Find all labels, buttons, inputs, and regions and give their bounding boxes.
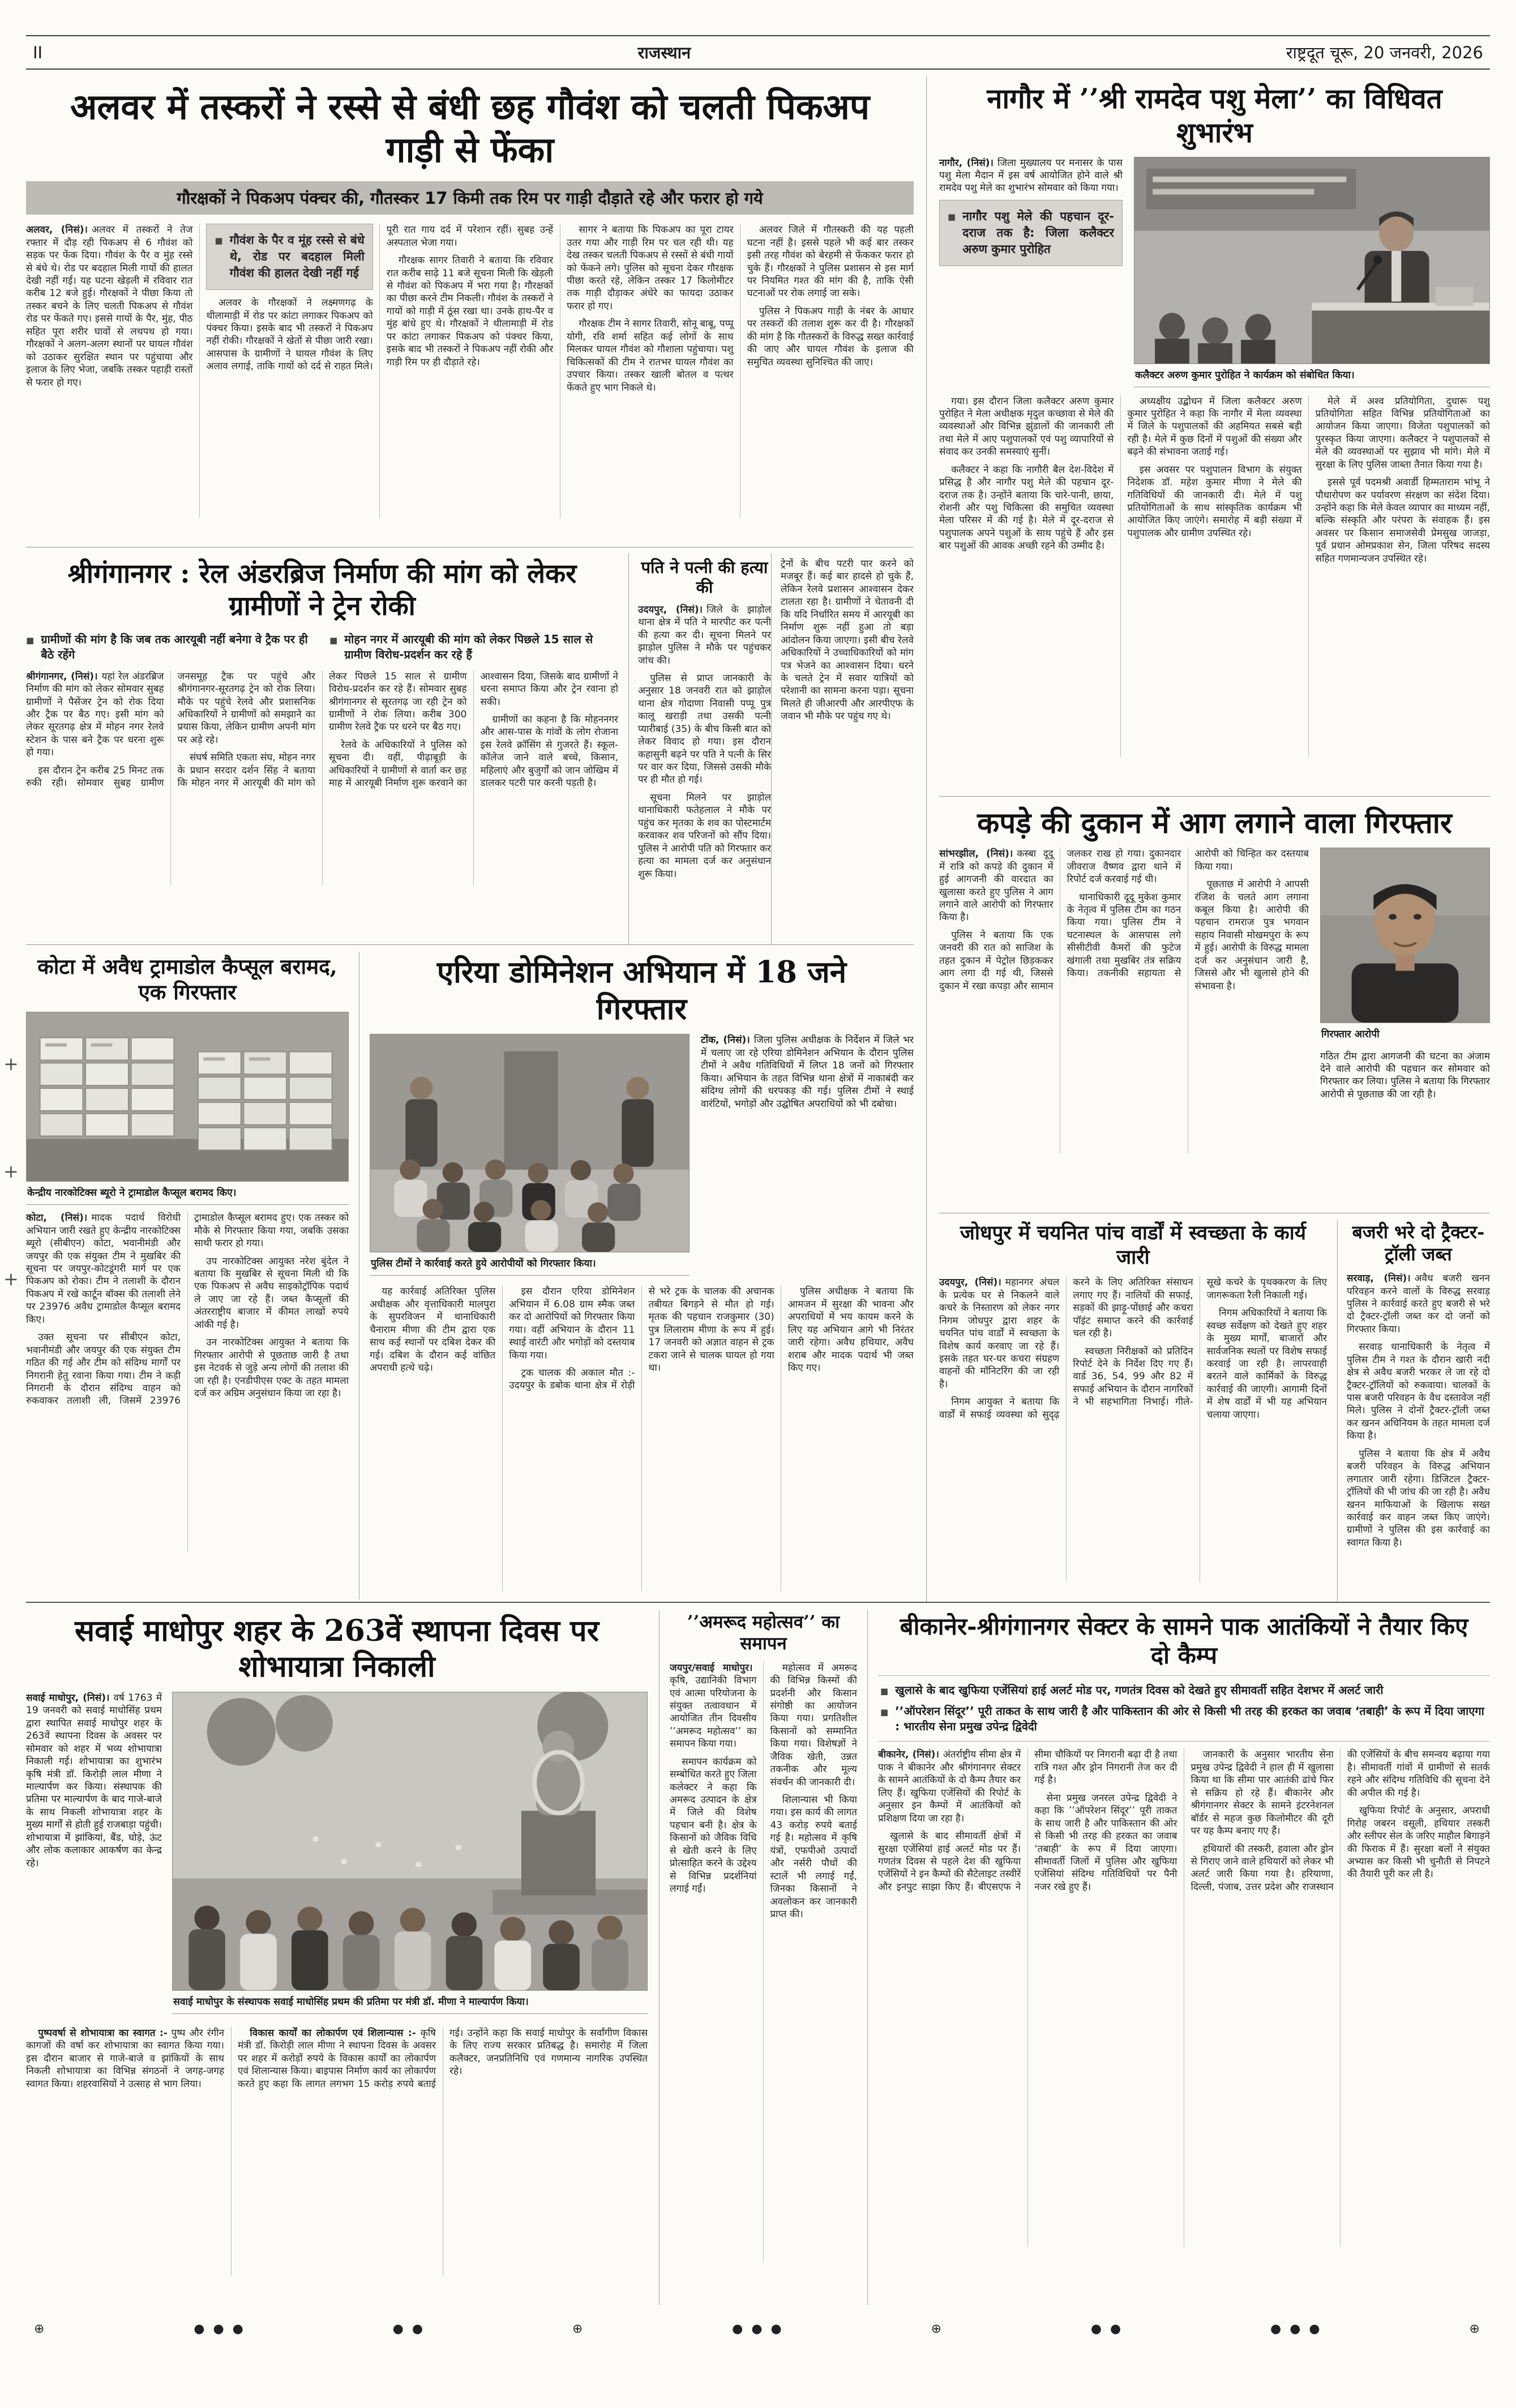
lead-text: अवैध बजरी खनन परिवहन करने वालों के विरुद्ध सरवाड़ पुलिस ने कार्रवाई करते हुए बजरी से भरे दो ट्रैक्टर-ट्रॉली जब्त कर दो जनों को गिरफ्तार किया। <box>1347 1273 1490 1335</box>
body-paragraph: पुलिस ने पिकअप गाड़ी के नंबर के आधार पर तस्करों की तलाश शुरू कर दी है। गौरक्षकों की मांग है कि गौतस्करों के विरुद्ध सख्त कार्रवाई की जाए और घायल गौवंश के इलाज की समुचित व्यवस्था सुनिश्चित की जाए। <box>747 305 914 368</box>
bullet-item <box>26 632 315 662</box>
bullet-points <box>26 632 618 662</box>
lead-text: जिला पुलिस अधीक्षक के निर्देशन में जिले भर में चलाए जा रहे एरिया डोमिनेशन अभियान के दौरान पुलिस टीमों ने अवैध गतिविधियों में लिप्त 18 जनों को गिरफ्तार किया। अभियान के तहत विभिन्न थाना क्षेत्रों में नाकाबंदी कर संदिग्ध लोगों की धरपकड़ की गई। पुलिस टीमों ने स्थाई वारंटियों, भगोड़ों और उद्घोषित अपराधियों को भी दबोचा। <box>701 1034 914 1110</box>
lower-band <box>26 945 914 1599</box>
article-headline: कपड़े की दुकान में आग लगाने वाला गिरफ्तार <box>977 806 1452 840</box>
body-paragraph: पुलिस अधीक्षक ने बताया कि आमजन में सुरक्षा की भावना और अपराधियों में भय कायम करने के लिए यह अभियान आगे भी निरंतर जारी रहेगा। अवैध हथियार, अवैध शराब और मादक पदार्थ भी जब्त किए गए। <box>787 1286 914 1374</box>
bottom-band <box>26 1602 1490 2305</box>
body-paragraph <box>238 2027 648 2090</box>
procession-photo-illustration <box>173 1692 647 1990</box>
lead-paragraph <box>939 848 1054 924</box>
body-paragraph: गौरक्षक सागर तिवारी ने बताया कि रविवार रात करीब साढ़े 11 बजे सूचना मिली कि खेड़ली से गौवंश को पिकअप में भरा गया है। गौरक्षकों का पीछा करने टीम निकली। गौवंश के तस्करों ने गायों को गाड़ी में ठूंस रखा था। उनके हाथ-पैर व मुंह बांधे हुए थे। गौरक्षकों ने थीलामाड़ी में रोड पर कांटा लगाकर पिकअप को पंक्चर किया, इसके बाद भी तस्करों ने पिकअप नहीं रोकी और गाड़ी रिम पर ही दौड़ाते रहे। <box>386 255 554 368</box>
portrait-photo-illustration <box>1321 848 1489 1023</box>
photo-caption: सवाई माधोपुर के संस्थापक सवाई माधोसिंह प्रथम की प्रतिमा पर मंत्री डॉ. मीणा ने माल्यार्पण किया। <box>172 1991 648 2014</box>
kapde-side-text: गठित टीम द्वारा आगजनी की घटना का अंजाम देने वाले आरोपी की पहचान कर सोमवार को गिरफ्तार कर लिया। पुलिस ने बताया कि गिरफ्तार आरोपी से पूछताछ की जा रही है। <box>1320 1051 1490 1100</box>
main-grid <box>26 76 1490 1602</box>
body-paragraph: निगम अधिकारियों ने बताया कि स्वच्छ सर्वेक्षण को देखते हुए शहर के मुख्य मार्गों, बाजारों और सार्वजनिक स्थलों पर विशेष सफाई करवाई जा रही है। लापरवाही बरतने वाले कार्मिकों के विरुद्ध कार्रवाई की जाएगी। आगामी दिनों में शेष वार्डों में भी यह अभियान चलाया जाएगा। <box>1206 1307 1327 1421</box>
article-amrud-mahotsav <box>659 1610 867 2305</box>
inline-subhead: पुष्पवर्षा से शोभायात्रा का स्वागत :- <box>38 2027 168 2039</box>
article-headline: अलवर में तस्करों ने रस्से से बंधी छह गौवंश को चलती पिकअप गाड़ी से फेंका <box>70 86 870 170</box>
inline-subhead: विकास कार्यों का लोकार्पण एवं शिलान्यास :- <box>250 2027 416 2039</box>
body-paragraph: अलवर के गौरक्षकों ने लक्ष्मणगढ़ के थीलामाड़ी में रोड पर कांटा लगाकर पिकअप को पंक्चर किया। इसके बाद भी तस्करों ने पिकअप नहीं रोकी। गौरक्षकों ने खेतों से पीछा जारी रखा। आसपास के ग्रामीणों ने घायल गौवंश के लिए अलाव लगाई, ताकि गायों को दर्द से राहत मिले। पूरी रात गाय दर्द में परेशान रहीं। सुबह उन्हें अस्पताल भेजा गया। <box>206 224 554 373</box>
dateline: बीकानेर, (निसं)। <box>878 1749 939 1761</box>
body-paragraph: ट्रक चालक की अकाल मौत :- उदयपुर के डबोक थाना क्षेत्र में रोड़ी से भरे ट्रक के चालक की अचानक तबीयत बिगड़ने से मौत हो गई। मृतक की पहचान राजकुमार (30) पुत्र लिलाराम मीणा के रूप में हुई। 17 जनवरी को अज्ञात वाहन से ट्रक टकरा जाने से चालक घायल हो गया था। <box>509 1286 774 1392</box>
article-jodhpur-swachhata <box>939 1220 1337 1602</box>
lead-paragraph <box>1347 1272 1490 1336</box>
dateline: कोटा, (निसं)। <box>26 1212 88 1224</box>
article-nagaur-mela <box>939 76 1490 797</box>
highlight-box <box>206 224 372 290</box>
crop-mark-icon: + <box>3 1161 19 1182</box>
body-paragraph: स्वच्छता निरीक्षकों को प्रतिदिन रिपोर्ट देने के निर्देश दिए गए हैं। वार्ड 36, 54, 99 और 82 में सफाई अभियान के दौरान नागरिकों ने भी सहभागिता निभाई। गीले-सूखे कचरे के पृथक्करण के लिए जागरूकता रैली निकाली गई। <box>1073 1277 1327 1408</box>
edition-date: राष्ट्रदूत चूरू, 20 जनवरी, 2026 <box>1286 43 1483 62</box>
article-area-domination <box>359 952 914 1599</box>
article-pati-hatya <box>628 553 771 944</box>
body-paragraph: उप नारकोटिक्स आयुक्त नरेश बुंदेल ने बताया कि मुखबिर से सूचना मिली थी कि एक पिकअप से अवैध साइकोट्रॉपिक पदार्थ ले जाए जा रहे हैं। जब्त कैप्सूलों की अंतरराष्ट्रीय बाजार में कीमत लाखों रुपये आंकी गई है। <box>194 1255 349 1331</box>
lead-paragraph <box>939 1276 1059 1391</box>
article-sriganganagar <box>26 553 628 944</box>
body-paragraph: मेले में अश्व प्रतियोगिता, दुधारू पशु प्रतियोगिता सहित विभिन्न प्रतियोगिताओं का आयोजन किया जाएगा। विजेता पशुपालकों को पुरस्कृत किया जाएगा। कलैक्टर ने पशुपालकों से मेले की व्यवस्थाओं पर सुझाव भी मांगे। मेले में सुरक्षा के लिए पुलिस जाब्ता तैनात किया गया है। <box>1315 395 1490 471</box>
article-headline: पति ने पत्नी की हत्या की <box>641 558 768 597</box>
body-paragraph: महोत्सव में अमरूद की विभिन्न किस्मों की प्रदर्शनी और किसान संगोष्ठी का आयोजन किया गया। प्रगतिशील किसानों को सम्मानित किया गया। विशेषज्ञों ने जैविक खेती, उन्नत तकनीक और मूल्य संवर्धन की जानकारी दी। <box>770 1662 857 1788</box>
body-paragraph: गौरक्षक टीम ने सागर तिवारी, सोनू बाबू, पप्पू योगी, रवि शर्मा सहित कई लोगों के साथ मिलकर घायल गौवंश को गौशाला पहुंचाया। पशु चिकित्सकों की टीम ने रातभर घायल गौवंश का उपचार किया। तस्कर खाली बोतल व पत्थर फेंकते हुए भाग निकले थे। <box>567 318 734 394</box>
body-paragraph: सागर ने बताया कि पिकअप का पूरा टायर उतर गया और गाड़ी रिम पर चल रही थी। यह देख तस्कर चलती पिकअप से रस्सों से बंधी गायों को फेंकने लगे। पुलिस को सूचना देकर गौरक्षक पीछा करते रहे, लेकिन तस्कर 17 किलोमीटर तक गाड़ी दौड़ाकर अंधेरे का फायदा उठाकर फरार हो गए। <box>567 224 734 312</box>
lead-paragraph <box>26 1212 181 1326</box>
sri-continuation-column <box>771 553 914 944</box>
body-paragraph: संघर्ष समिति एकता संघ, मोहन नगर के प्रधान सरदार दर्शन सिंह ने बताया कि मोहन नगर में आरयूबी की मांग को लेकर पिछले 15 साल से ग्रामीण विरोध-प्रदर्शन कर रहे हैं। सोमवार सुबह श्रीगंगानगर से सूरतगढ़ जा रही ट्रेन को ग्रामीणों ने रोक लिया। करीब 300 ग्रामीण रेलवे ट्रैक पर धरने पर बैठ गए। <box>177 670 467 789</box>
body-paragraph: इस अवसर पर पशुपालन विभाग के संयुक्त निदेशक डॉ. महेश कुमार मीणा ने मेले की गतिविधियों की जानकारी दी। मेले में पशु प्रतियोगिताओं के साथ सांस्कृतिक कार्यक्रम भी आयोजित किए जाएंगे। समारोह में बड़ी संख्या में पशुपालक और ग्रामीण उपस्थित रहे। <box>1127 464 1302 539</box>
body-paragraph: इस दौरान एरिया डोमिनेशन अभियान में 6.08 ग्राम स्मैक जब्त कर दो आरोपियों को गिरफ्तार किया गया। वहीं अभियान के दौरान 11 स्थाई वारंटी और भगोड़ों को दस्तयाब किया गया। <box>509 1286 635 1361</box>
bullet-text: ’’ऑपरेशन सिंदूर’’ पूरी ताकत के साथ जारी है और पाकिस्तान की ओर से किसी भी तरह की हरकत का जवाब ‘तबाही’ के रूप में दिया जाएगा : भारतीय सेना प्रमुख उपेन्द्र द्विवेदी <box>895 1704 1484 1734</box>
lead-paragraph <box>26 1692 162 1870</box>
body-paragraph: अलवर जिले में गौतस्करी की यह पहली घटना नहीं है। इससे पहले भी कई बार तस्कर इसी तरह गौवंश को बेरहमी से फेंककर फरार हो चुके हैं। गौरक्षकों ने पुलिस प्रशासन से इस मार्ग पर नियमित गश्त की मांग की है, ताकि ऐसी घटनाओं पर रोक लगाई जा सके। <box>747 224 914 300</box>
area-photo-block <box>370 1034 690 1277</box>
registration-mark-group: ⊕ <box>931 2322 944 2336</box>
body-paragraph: उन नारकोटिक्स आयुक्त ने बताया कि गिरफ्तार आरोपी से पूछताछ जारी है तथा इस नेटवर्क से जुड़े अन्य लोगों की तलाश की जा रही है। एनडीपीएस एक्ट के तहत मामला दर्ज कर अग्रिम अनुसंधान किया जा रहा है। <box>194 1337 349 1399</box>
article-bajri-tractor <box>1337 1220 1490 1602</box>
lead-text: कस्बा दूदू में रात्रि को कपड़े की दुकान में हुई आगजनी की वारदात का खुलासा करते हुए पुलिस ने आग लगाने वाले आरोपी को गिरफ्तार किया है। <box>939 848 1054 923</box>
lead-text: महानगर अंचल के प्रत्येक घर से निकलने वाले कचरे के निस्तारण को लेकर नगर निगम जोधपुर द्वारा शहर के चयनित पांच वार्डों में स्वच्छता के विशेष कार्य करवाए जा रहे हैं। इसके तहत घर-घर कचरा संग्रहण वाहनों की मॉनिटरिंग की जा रही है। <box>939 1277 1060 1390</box>
body-paragraph <box>26 2027 224 2090</box>
lead-text: यहां रेल अंडरब्रिज निर्माण की मांग को लेकर सोमवार सुबह ग्रामीणों ने पैसेंजर ट्रेन को रोक दिया और ट्रैक पर बैठ गए। इसी मांग को लेकर सूरतगढ़ क्षेत्र में मोहन नगर रेलवे स्टेशन के पास बने ट्रैक पर धरना शुरू हो गया। <box>26 670 164 759</box>
dateline: अलवर, (निसं)। <box>26 224 88 236</box>
body-paragraph: पुलिस ने बताया कि क्षेत्र में अवैध बजरी परिवहन के विरुद्ध अभियान लगातार जारी रहेगा। डिजिटल ट्रैक्टर-ट्रॉलियों की भी जांच की जा रही है। अवैध खनन माफियाओं के खिलाफ सख्त कार्रवाई कर वाहन जब्त किए जाएंगे। ग्रामीणों ने पुलिस की इस कार्रवाई का स्वागत किया है। <box>1347 1448 1490 1549</box>
crop-mark-icon: + <box>3 1268 19 1290</box>
dateline: सरवाड़, (निसं)। <box>1347 1273 1411 1285</box>
right-super-column <box>926 76 1490 1602</box>
registration-mark-group: ● ● <box>392 2322 426 2336</box>
kota-seized-capsules-photo <box>26 1012 349 1182</box>
dateline: सवाई माधोपुर, (निसं)। <box>26 1692 110 1704</box>
photo-caption: कलैक्टर अरुण कुमार पुरोहित ने कार्यक्रम को संबोधित किया। <box>1134 364 1490 387</box>
article-body <box>878 1748 1490 2247</box>
body-paragraph: खुलासे के बाद सीमावर्ती क्षेत्रों में सुरक्षा एजेंसियां हाई अलर्ट मोड पर हैं। गणतंत्र दिवस से पहले देश की खुफिया एजेंसियों ने इन कैम्पों की सैटेलाइट तस्वीरें और इनपुट साझा किए हैं। बीएसएफ ने सीमा चौकियों पर निगरानी बढ़ा दी है तथा रात्रि गश्त और ड्रोन निगरानी तेज कर दी गई है। <box>878 1749 1177 1893</box>
body-paragraph: सेना प्रमुख जनरल उपेन्द्र द्विवेदी ने कहा कि ’’ऑपरेशन सिंदूर’’ पूरी ताकत के साथ जारी है और पाकिस्तान की ओर से किसी भी तरह की हरकत का जवाब ‘तबाही’ के रूप में दिया जाएगा। सीमावर्ती जिलों में पुलिस और खुफिया एजेंसियां संदिग्ध गतिविधियों पर पैनी नजर रखे हुए हैं। <box>1034 1792 1177 1893</box>
body-paragraph: खुफिया रिपोर्ट के अनुसार, अपराधी गिरोह जबरन वसूली, हथियार तस्करी और स्लीपर सेल के जरिए माहौल बिगाड़ने की फिराक में हैं। सुरक्षा बलों ने संयुक्त अभ्यास कर किसी भी चुनौती से निपटने की तैयारी पूरी कर ली है। <box>1347 1805 1490 1880</box>
article-body <box>26 224 914 518</box>
lead-paragraph <box>939 157 1123 195</box>
article-headline: एरिया डोमिनेशन अभियान में 18 जने गिरफ्तार <box>436 955 847 1026</box>
lead-paragraph <box>670 1662 757 1751</box>
body-paragraph: पूछताछ में आरोपी ने आपसी रंजिश के चलते आग लगाना कबूल किया है। आरोपी की पहचान रामराज पुत्र भगवान सहाय निवासी मोखमपुरा के रूप में हुई। आरोपी के विरुद्ध मामला दर्ज कर अनुसंधान जारी है, जिससे और भी खुलासे होने की संभावना है। <box>1194 879 1309 992</box>
kapde-photo-block <box>1320 848 1490 1153</box>
middle-band <box>26 548 914 945</box>
article-headline: बीकानेर-श्रीगंगानगर सेक्टर के सामने पाक आतंकियों ने तैयार किए दो कैम्प <box>900 1613 1468 1670</box>
square-bullet-icon: ■ <box>215 236 223 246</box>
square-bullet-icon: ■ <box>880 1686 889 1697</box>
area-lead-column <box>701 1034 914 1277</box>
article-body <box>939 1276 1327 1582</box>
body-paragraph: ग्रामीणों का कहना है कि मोहननगर और आस-पास के गांवों के लोग रोजाना इस रेलवे क्रॉसिंग से गुजरते हैं। स्कूल-कॉलेज जाने वाले बच्चे, किसान, महिलाएं और बुजुर्गों को जान जोखिम में डालकर पटरी पार करनी पड़ती है। <box>480 713 618 789</box>
article-body <box>370 1285 914 1591</box>
body-paragraph: निगम आयुक्त ने बताया कि वार्डों में सफाई व्यवस्था को सुदृढ़ करने के लिए अतिरिक्त संसाधन लगाए गए हैं। नालियों की सफाई, सड़कों की झाड़ू-पोंछाई और कचरा पॉइंट समाप्त करने की कार्रवाई चल रही है। <box>939 1277 1193 1421</box>
body-paragraph: पुलिस से प्राप्त जानकारी के अनुसार 18 जनवरी रात को झाड़ोल थाना क्षेत्र गोदाणा निवासी पप्पू पुत्र कालू खराड़ी तथा उसकी पत्नी प्यारीबाई (35) के बीच किसी बात को लेकर विवाद हो गया। इस दौरान कहासुनी बढ़ने पर पति ने पत्नी के सिर पर वार कर दिया, जिससे उसकी मौके पर ही मौत हो गई। <box>638 672 771 786</box>
registration-mark-group: ● ● ● <box>194 2322 246 2336</box>
body-paragraph: अध्यक्षीय उद्बोधन में जिला कलैक्टर अरुण कुमार पुरोहित ने कहा कि नागौर में मेला व्यवस्था में जिले के पशुपालकों की अहमियत सबसे बड़ी रही है। मेले में कुछ दिनों में पशुओं की संख्या और बढ़ने की संभावना जताई गई। <box>1127 395 1302 458</box>
registration-mark-group: ● ● <box>1090 2322 1124 2336</box>
body-paragraph: सरवाड़ थानाधिकारी के नेतृत्व में पुलिस टीम ने गश्त के दौरान खारी नदी क्षेत्र से अवैध बजरी भरकर ले जा रहे दो ट्रैक्टर-ट्रॉलियों को रुकवाया। चालकों के पास बजरी परिवहन के वैध दस्तावेज नहीं मिले। पुलिस ने दोनों ट्रैक्टर-ट्रॉली जब्त कर खनन अधिनियम के तहत मामला दर्ज किया है। <box>1347 1341 1490 1442</box>
bullet-item <box>329 632 618 662</box>
area-photo-row <box>370 1034 914 1277</box>
square-bullet-icon: ■ <box>880 1707 889 1718</box>
lead-text: जिले के झाड़ोल थाना क्षेत्र में पति ने मारपीट कर पत्नी की हत्या कर दी। सूचना मिलने पर झाड़ोल पुलिस ने मौके पर पहुंचकर जांच की। <box>638 604 771 666</box>
article-body <box>939 848 1309 1153</box>
body-paragraph: रेलवे के अधिकारियों ने पुलिस को सूचना दी। वहीं, पीढ़ाबूड़ी के अधिकारियों ने ग्रामीणों से वार्ता कर छह माह में आरयूबी निर्माण शुरू करवाने का आश्वासन दिया, जिसके बाद ग्रामीणों ने धरना समाप्त किया और ट्रेन रवाना हो सकी। <box>329 670 618 789</box>
body-paragraph: इस दौरान ट्रेन करीब 25 मिनट तक रुकी रही। सोमवार सुबह ग्रामीण जनसमूह ट्रैक पर पहुंचे और श्रीगंगानगर-सूरतगढ़ ट्रेन को रोक लिया। मौके पर पहुंचे रेलवे और प्रशासनिक अधिकारियों ने ग्रामीणों को समझाने का प्रयास किया, लेकिन ग्रामीण अपनी मांग पर अड़े रहे। <box>26 670 315 789</box>
registration-mark-group: ● ● ● <box>732 2322 784 2336</box>
lead-paragraph <box>26 224 192 389</box>
body-paragraph: उक्त सूचना पर सीबीएन कोटा, भवानीमंडी और जयपुर की एक संयुक्त टीम गठित की गई और टीम को संदिग्ध मार्गों पर निगरानी हेतु रवाना किया गया। टीम ने कड़ी निगरानी के दौरान संदिग्ध वाहन को रुकवाकर तलाशी ली, जिसमें 23976 ट्रामाडोल कैप्सूल बरामद हुए। एक तस्कर को मौके से गिरफ्तार किया गया, जबकि उसका साथी फरार हो गया। <box>26 1212 349 1407</box>
lead-paragraph <box>26 670 164 759</box>
lead-paragraph <box>638 604 771 667</box>
body-paragraph: पुलिस ने बताया कि एक जनवरी की रात को साजिश के तहत दुकान में पेट्रोल छिड़ककर आग लगा दी गई थी, जिससे दुकान में रखा कपड़ा और सामान जलकर राख हो गया। दुकानदार जीवराज वैष्णव द्वारा थाने में रिपोर्ट दर्ज करवाई गई थी। <box>939 848 1181 992</box>
square-bullet-icon: ■ <box>329 635 338 645</box>
collector-speech-photo <box>1134 157 1490 364</box>
article-headline: जोधपुर में चयनित पांच वार्डों में स्वच्छता के कार्य जारी <box>960 1221 1307 1269</box>
body-paragraph: शिलान्यास भी किया गया। इस कार्य की लागत 43 करोड़ रुपये बताई गई है। महोत्सव में कृषि यंत्रों, एफपीओ उत्पादों और नर्सरी पौधों की स्टालें भी लगाई गईं, जिनका किसानों ने अवलोकन कर जानकारी प्राप्त की। <box>770 1794 857 1920</box>
dateline: नागौर, (निसं)। <box>939 157 993 169</box>
bullet-points <box>878 1675 1490 1742</box>
lead-paragraph <box>701 1034 914 1110</box>
group-photo-illustration <box>370 1034 689 1252</box>
arrested-group-photo <box>370 1034 690 1252</box>
bullet-text: ग्रामीणों की मांग है कि जब तक आरयूबी नहीं बनेगा वे ट्रैक पर ही बैठे रहेंगे <box>41 632 308 661</box>
article-body <box>1347 1272 1490 1589</box>
crop-mark-icon: + <box>3 1053 19 1075</box>
article-headline: नागौर में ’’श्री रामदेव पशु मेला’’ का विधिवत शुभारंभ <box>987 82 1442 149</box>
article-body <box>26 1212 349 1551</box>
lead-paragraph <box>878 1748 1021 1825</box>
lead-text: अलवर में तस्करों ने तेज रफ्तार में दौड़ रही पिकअप से 6 गौवंश को सड़क पर फेंक दिया। गौवंश के पैर व मुंह रस्से से बंधे थे। रोड पर बदहाल मिली गायों की हालत देखी नहीं गई। यह घटना खेड़ली में रविवार रात करीब 12 बजे हुई। गौरक्षकों ने पीछा किया तो तस्कर बचने के लिए चलती पिकअप से गौवंश रोड पर फेंकते गए। इससे गायों के पैर, मुंह, पीठ सहित पूरा शरीर घावों से लथपथ हो गया। गौरक्षकों ने अलग-अलग स्थानों पर घायल गौवंश को उठाकर सुरक्षित स्थान पर पहुंचाया और इलाज के लिए भेजा, जबकि तस्कर पहाड़ी रास्तों से फरार हो गए। <box>26 224 193 388</box>
article-kapde-aag <box>939 797 1490 1213</box>
dateline: उदयपुर, (निसं)। <box>638 604 703 615</box>
bullet-item <box>880 1704 1488 1734</box>
body-paragraph: समापन कार्यक्रम को सम्बोधित करते हुए जिला कलेक्टर ने कहा कि अमरूद उत्पादन के क्षेत्र में जिले की विशेष पहचान बनी है। क्षेत्र के किसानों को जैविक विधि से खेती करने के लिए प्रोत्साहित करने के उद्देश्य से विभिन्न प्रदर्शनियां लगाई गईं। <box>670 1756 757 1895</box>
body-paragraph: सूचना मिलने पर झाड़ोल थानाधिकारी फतेहलाल ने मौके पर पहुंच कर मृतका के शव का पोस्टमार्टम करवाकर शव परिजनों को सौंप दिया। पुलिस ने आरोपी पति को गिरफ्तार कर हत्या का मामला दर्ज कर अनुसंधान शुरू किया। <box>638 792 771 880</box>
jodhpur-bajri-band <box>939 1213 1490 1602</box>
lead-text: अंतर्राष्ट्रीय सीमा क्षेत्र में पाक ने बीकानेर और श्रीगंगानगर सेक्टर के सामने आतंकियों के दो कैम्प तैयार कर लिए हैं। खुफिया एजेंसियों की रिपोर्ट के अनुसार इन कैम्पों में आतंकियों को प्रशिक्षण दिया जा रहा है। <box>878 1749 1021 1824</box>
bullet-item <box>880 1683 1488 1698</box>
speech-photo-illustration <box>1134 157 1489 363</box>
article-body <box>939 395 1490 758</box>
article-body <box>638 604 771 932</box>
body-paragraph: जानकारी के अनुसार भारतीय सेना प्रमुख उपेन्द्र द्विवेदी ने हाल ही में खुलासा किया था कि सीमा पार आतंकी ढांचे फिर से सक्रिय हो रहे हैं। बीकानेर और श्रीगंगानगर सेक्टर के सामने इंटरनेशनल बॉर्डर से महज कुछ किलोमीटर की दूरी पर यह कैम्प बनाए गए हैं। <box>1190 1749 1334 1837</box>
sawai-top-row <box>26 1692 648 2020</box>
registration-mark-group: ● ● ● <box>1270 2322 1322 2336</box>
left-super-column <box>26 76 926 1602</box>
article-body <box>670 1662 857 2262</box>
continuation-text: ट्रेनों के बीच पटरी पार करने को मजबूर हैं। कई बार हादसे हो चुके हैं, लेकिन रेलवे प्रशासन आश्वासन देकर टालता रहा है। ग्रामीणों ने चेतावनी दी कि यदि निर्धारित समय में आरयूबी का निर्माण शुरू नहीं हुआ तो बड़ा आंदोलन किया जाएगा। इसी बीच रेलवे अधिकारियों ने उच्चाधिकारियों को मांग पत्र भेजने का आश्वासन दिया। धरने के चलते ट्रेन में सवार यात्रियों को परेशानी का सामना करना पड़ा। सूचना मिलते ही जीआरपी और आरपीएफ के जवान भी मौके पर पहुंच गए थे। <box>781 558 914 722</box>
section-title: राजस्थान <box>637 43 691 62</box>
photo-caption: पुलिस टीमों ने कार्रवाई करते हुये आरोपीयों को गिरफ्तार किया। <box>370 1252 690 1276</box>
masthead <box>26 35 1490 70</box>
sawai-photo-block <box>172 1692 648 2020</box>
highlight-text: गौवंश के पैर व मूंह रस्से से बंधे थे, रोड पर बदहाल मिली गौवंश की हालत देखी नहीं गई <box>229 233 365 280</box>
article-headline: ’’अमरूद महोत्सव’’ का समापन <box>687 1612 840 1654</box>
body-paragraph: थानाधिकारी दूदू मुकेश कुमार के नेतृत्व में पुलिस टीम का गठन किया गया। पुलिस टीम ने घटनास्थल के आसपास लगे सीसीटीवी कैमरों की फुटेज खंगाली तथा मुखबिर तंत्र सक्रिय किया। तकनीकी सहायता से आरोपी को चिन्हित कर दस्तयाब किया गया। <box>1067 848 1309 980</box>
page-number: II <box>33 42 43 62</box>
article-body <box>26 670 618 886</box>
article-bikaner-camps <box>867 1610 1490 2305</box>
registration-mark-group: ⊕ <box>572 2322 585 2336</box>
nagaur-top-row <box>939 157 1490 387</box>
article-headline: कोटा में अवैध ट्रामाडोल कैप्सूल बरामद, एक गिरफ्तार <box>37 954 337 1005</box>
article-alwar <box>26 76 914 548</box>
bullet-text: मोहन नगर में आरयूबी की मांग को लेकर पिछले 15 साल से ग्रामीण विरोध-प्रदर्शन कर रहे हैं <box>344 632 593 661</box>
highlight-box <box>939 200 1123 266</box>
article-body <box>26 2027 648 2276</box>
lead-text: कृषि, उद्यानिकी विभाग एवं आत्मा परियोजना के संयुक्त तत्वावधान में आयोजित तीन दिवसीय ’’अमरूद महोत्सव’’ का समापन किया गया। <box>670 1675 757 1750</box>
article-headline: बजरी भरे दो ट्रैक्टर-ट्रॉली जब्त <box>1352 1221 1485 1265</box>
dateline: श्रीगंगानगर, (निसं)। <box>26 670 98 682</box>
subhead-body: कृषि मंत्री डॉ. किरोड़ी लाल मीणा ने स्थापना दिवस के अवसर पर शहर में करोड़ों रुपये के विकास कार्यों का लोकार्पण एवं शिलान्यास किया। बाइपास निर्माण कार्य का लोकार्पण करते हुए कहा कि लागत लगभग 15 करोड़ रुपये बताई गई। उन्होंने कहा कि सवाई माधोपुर के सर्वांगीण विकास के लिए राज्य सरकार प्रतिबद्ध है। समारोह में जिला कलैक्टर, जनप्रतिनिधि एवं गणमान्य नागरिक उपस्थित रहे। <box>238 2027 648 2090</box>
photo-caption: केन्द्रीय नारकोटिक्स ब्यूरो ने ट्रामाडोल कैप्सूल बरामद किए। <box>26 1182 349 1205</box>
bullet-text: खुलासे के बाद खुफिया एजेंसियां हाई अलर्ट मोड पर, गणतंत्र दिवस को देखते हुए सीमावर्ती सहित देशभर में अलर्ट जारी <box>895 1683 1384 1697</box>
article-headline: श्रीगंगानगर : रेल अंडरब्रिज निर्माण की मांग को लेकर ग्रामीणों ने ट्रेन रोकी <box>67 558 577 622</box>
dateline: जयपुर/सवाई माधोपुर। <box>670 1662 753 1674</box>
boxes-photo-illustration <box>27 1012 348 1181</box>
article-sawai-madhopur <box>26 1610 659 2305</box>
subhead-body: पुष्प और रंगीन कागजों की वर्षा कर शोभायात्रा का स्वागत किया गया। इस दौरान बाजार से गाजे-बाजे व झांकियों के साथ निकली शोभायात्रा का विभिन्न संगठनों ने जगह-जगह स्वागत किया। शहरवासियों ने उत्साह से भाग लिया। <box>26 2027 224 2090</box>
square-bullet-icon: ■ <box>948 211 956 222</box>
kapde-content-row <box>939 848 1490 1153</box>
highlight-text: नागौर पशु मेले की पहचान दूर-दराज तक है: जिला कलैक्टर अरुण कुमार पुरोहित <box>962 209 1114 256</box>
square-bullet-icon: ■ <box>26 635 35 645</box>
statue-garlanding-photo <box>172 1692 648 1991</box>
lead-text: मादक पदार्थ विरोधी अभियान जारी रखते हुए केन्द्रीय नारकोटिक्स ब्यूरो (सीबीएन) कोटा, भवानीमंडी और जयपुर की एक संयुक्त टीम ने मुखबिर की सूचना पर जयपुर-कोटडूंगरी मार्ग पर एक पिकअप को रोका। टीम ने तलाशी के दौरान पिकअप में रखे कार्टून बॉक्स की तलाशी लेने पर 23976 अवैध ट्रामाडोल कैप्सूल बरामद किए। <box>26 1212 181 1325</box>
dateline: टोंक, (निसं)। <box>701 1034 750 1046</box>
arrested-accused-photo <box>1320 848 1490 1023</box>
registration-mark-group: ⊕ <box>34 2322 47 2336</box>
dateline: उदयपुर, (निसं)। <box>939 1277 1001 1289</box>
nagaur-photo-block <box>1134 157 1490 387</box>
dateline: सांभरझील, (निसं)। <box>939 848 1013 860</box>
lead-text: वर्ष 1763 में 19 जनवरी को सवाई माधोसिंह प्रथम द्वारा स्थापित सवाई माधोपुर शहर के 263वें स्थापना दिवस के अवसर पर सोमवार को शहर में भव्य शोभायात्रा निकाली गई। शोभायात्रा का शुभारंभ कृषि मंत्री डॉ. किरोड़ी लाल मीणा ने माल्यार्पण कर किया। संस्थापक की प्रतिमा पर माल्यार्पण के बाद गाजे-बाजे के साथ निकली शोभायात्रा शहर के मुख्य मार्गों से होती हुई राजबाड़ा पहुंची। शोभायात्रा में झांकियां, बैंड, घोड़े, ऊंट और लोक कलाकार आकर्षण का केन्द्र रहे। <box>26 1692 162 1869</box>
article-headline: सवाई माधोपुर शहर के 263वें स्थापना दिवस पर शोभायात्रा निकाली <box>75 1614 599 1684</box>
body-paragraph: कलैक्टर ने कहा कि नागौरी बैल देश-विदेश में प्रसिद्ध है और नागौर पशु मेले की पहचान दूर-दराज तक है। उन्होंने बताया कि चारे-पानी, छाया, रोशनी और पशु चिकित्सा की समुचित व्यवस्था मेला परिसर में की गई है। मेले में दूर-दराज से पशुपालक अपने पशुओं के साथ पहुंचे हैं और इस बार पशुओं की आवक अच्छी रहने की उम्मीद है। <box>939 464 1114 552</box>
registration-marks-row <box>34 2322 1482 2336</box>
photo-caption: गिरफ्तार आरोपी <box>1321 1029 1380 1041</box>
body-paragraph: गया। इस दौरान जिला कलैक्टर अरुण कुमार पुरोहित ने मेला अधीक्षक मृदुल कच्छावा से मेले की व्यवस्थाओं और विभिन्न झुंडालों की जानकारी ली तथा मेले में आए पशुपालकों एवं पशु व्यापारियों से संवाद कर उनकी समस्याएं सुनीं। <box>939 395 1114 458</box>
article-subhead: गौरक्षकों ने पिकअप पंक्चर की, गौतस्कर 17 किमी तक रिम पर गाड़ी दौड़ाते रहे और फरार हो गये <box>26 181 914 215</box>
body-paragraph: इससे पूर्व पदमश्री अवार्डी हिम्मताराम भांभू ने पौधारोपण कर पर्यावरण संरक्षण का संदेश दिया। उन्होंने कहा कि मेले केवल व्यापार का माध्यम नहीं, बल्कि संस्कृति और परंपरा के संवाहक हैं। इस अवसर पर किसान समाजसेवी प्रेमसुख जाजड़ा, पूर्व प्रधान ओमप्रकाश सेन, जिला परिषद सदस्य सहित गणमान्यजन उपस्थित रहे। <box>1315 477 1490 564</box>
article-kota-tramadol <box>26 952 359 1599</box>
nagaur-lead-column <box>939 157 1123 387</box>
registration-mark-group: ⊕ <box>1469 2322 1482 2336</box>
sawai-lead-column <box>26 1692 162 2020</box>
lead-text: जिला मुख्यालय पर मनासर के पास पशु मेला मैदान में इस वर्ष आयोजित होने वाले श्री रामदेव पशु मेले का शुभारंभ सोमवार को किया गया। <box>939 157 1123 194</box>
body-paragraph: हथियारों की तस्करी, हवाला और ड्रोन से गिराए जाने वाले हथियारों को लेकर भी अलर्ट जारी किया गया है। हरियाणा, दिल्ली, पंजाब, उत्तर प्रदेश और राजस्थान की एजेंसियों के बीच समन्वय बढ़ाया गया है। सीमावर्ती गांवों में ग्रामीणों से सतर्क रहने और संदिग्ध गतिविधि की सूचना देने की अपील की गई है। <box>1190 1749 1490 1893</box>
body-paragraph: यह कार्रवाई अतिरिक्त पुलिस अधीक्षक और वृत्ताधिकारी मालपुरा के सुपरविजन में थानाधिकारी चैनाराम मीणा की टीम द्वारा एक साथ कई स्थानों पर दबिश देकर की गई। दबिश के दौरान कई वांछित अपराधी हत्थे चढ़े। <box>370 1286 496 1374</box>
